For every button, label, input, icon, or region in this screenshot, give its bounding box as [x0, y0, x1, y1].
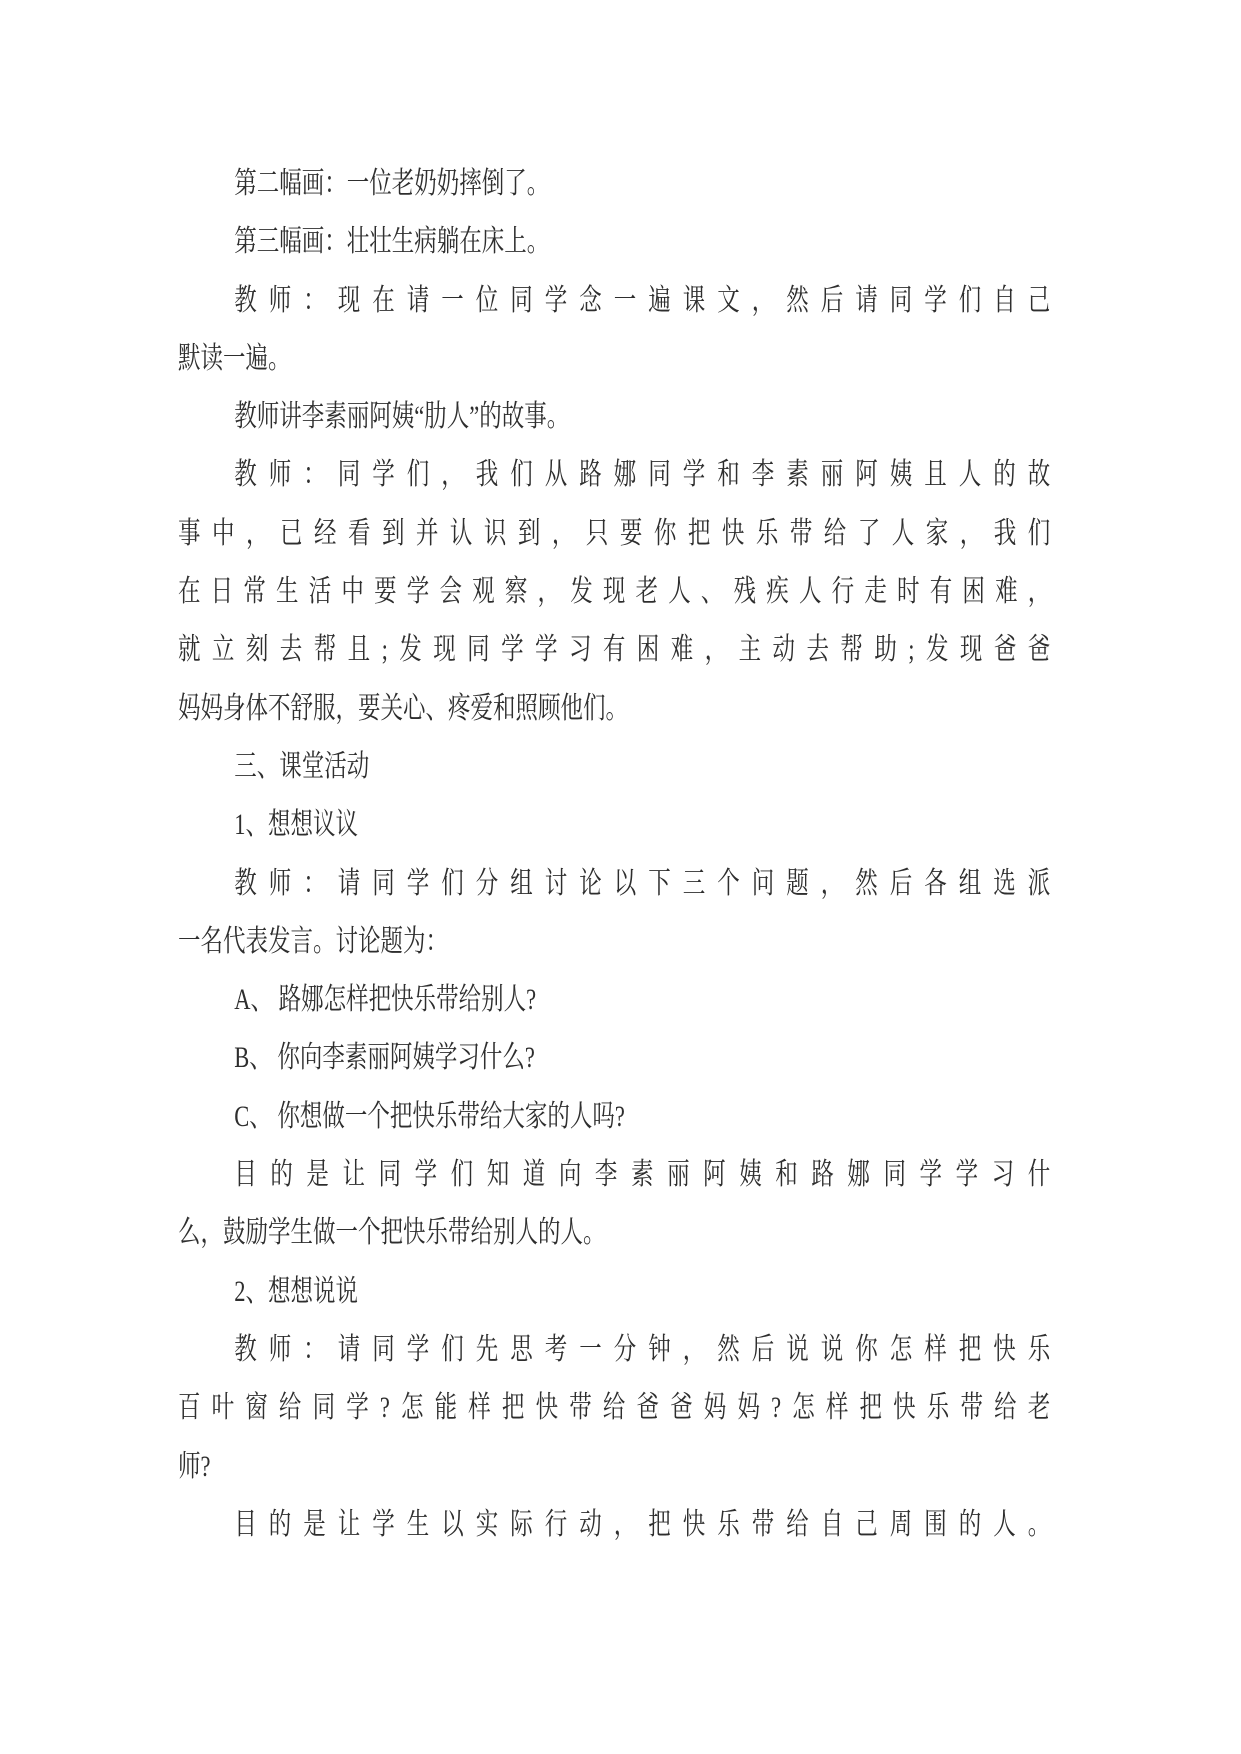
text-line-22: 百叶窗给同学?怎能样把快带给爸爸妈妈?怎样把快乐带给老: [178, 1391, 1051, 1425]
text-line-7: 事中，已经看到并认识到，只要你把快乐带给了人家，我们: [178, 516, 1051, 550]
text-line-16: B、 你向李素丽阿姨学习什么?: [234, 1041, 535, 1075]
text-line-19: 么，鼓励学生做一个把快乐带给别人的人。: [178, 1216, 606, 1250]
document-body: [178, 155, 1050, 1554]
text-line-3: 教师：现在请一位同学念一遍课文，然后请同学们自己: [234, 283, 1051, 317]
text-line-11: 三、课堂活动: [234, 749, 370, 783]
text-line-24: 目的是让学生以实际行动，把快乐带给自己周围的人。: [234, 1507, 1051, 1541]
text-line-9: 就立刻去帮且;发现同学学习有困难，主动去帮助;发现爸爸: [178, 633, 1051, 667]
text-line-4: 默读一遍。: [178, 341, 291, 375]
text-line-8: 在日常生活中要学会观察，发现老人、残疾人行走时有困难，: [178, 575, 1051, 609]
text-line-15: A、 路娜怎样把快乐带给别人?: [234, 983, 537, 1017]
text-line-18: 目的是让同学们知道向李素丽阿姨和路娜同学学习什: [234, 1158, 1051, 1192]
text-line-12: 1、想想议议: [234, 808, 358, 842]
text-line-17: C、 你想做一个把快乐带给大家的人吗?: [234, 1099, 625, 1133]
text-line-6: 教师：同学们，我们从路娜同学和李素丽阿姨且人的故: [234, 458, 1051, 492]
text-line-13: 教师：请同学们分组讨论以下三个问题，然后各组选派: [234, 866, 1051, 900]
text-line-1: 第二幅画：一位老奶奶摔倒了。: [234, 167, 550, 200]
text-line-20: 2、想想说说: [234, 1274, 358, 1308]
text-line-21: 教师：请同学们先思考一分钟，然后说说你怎样把快乐: [234, 1332, 1051, 1366]
text-line-2: 第三幅画：壮壮生病躺在床上。: [234, 225, 550, 259]
text-line-10: 妈妈身体不舒服，要关心、疼爱和照顾他们。: [178, 691, 628, 725]
text-line-14: 一名代表发言。讨论题为：: [178, 924, 448, 958]
text-line-5: 教师讲李素丽阿姨“肋人”的故事。: [234, 400, 570, 434]
text-line-23: 师?: [178, 1449, 211, 1483]
